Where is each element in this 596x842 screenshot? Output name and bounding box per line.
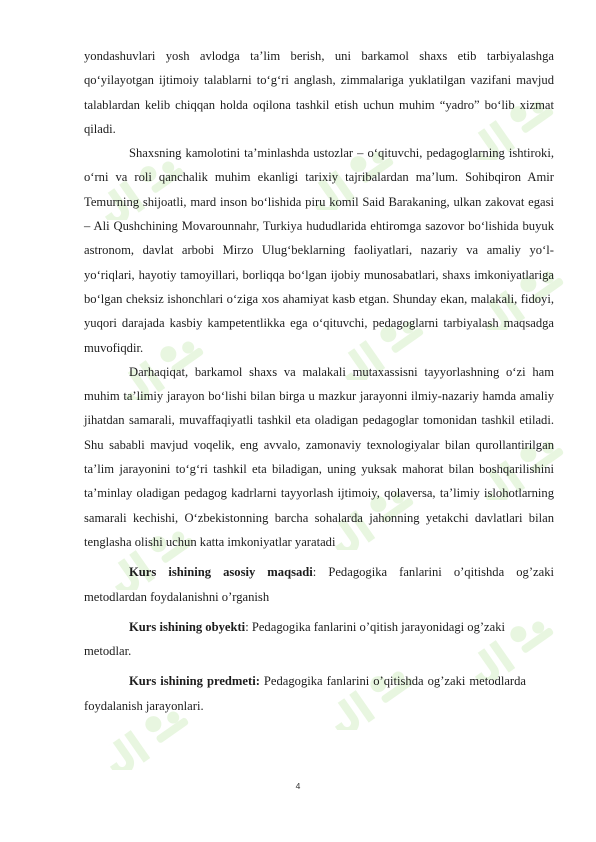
course-goal-sep: : bbox=[312, 565, 317, 580]
course-subject bbox=[84, 669, 554, 718]
course-subject-text: Pedagogika fanlarini o’qitishda og’zaki metodlarda foydalanish jarayonlari. bbox=[84, 674, 526, 713]
course-object-text: Pedagogika fanlarini o’qitish jarayonidagi og’zaki metodlar. bbox=[84, 619, 506, 659]
paragraph-3: Darhaqiqat, barkamol shaxs va malakali mutaxassisni tayyorlashning o‘zi ham muhim ta’limiy jarayon bo‘lishi bilan birga u mazkur jarayonni ilmiy-nazariy hamda amaliy jihatdan samarali, muvaffaqiyatli tashkil eta oladigan pedagoglar tomonidan tashkil etiladi. Shu sababli mavjud voqelik, eng avvalo, zamonaviy texnologiyalar bilan qurollantirilgan ta’lim jarayonini to‘g‘ri tashkil eta biladigan, uning yuksak mahorat bilan boshqarilishini ta’minlay oladigan pedagog kadrlarni tayyorlash ijtimoiy, qolaversa, ta’limiy islohotlarning samarali kechishi, O‘zbekistonning barcha sohalarda jahonning yetakchi davlatlari bilan tenglasha olishi uchun katta imkoniyatlar yaratadi bbox=[84, 364, 554, 549]
course-object-sep: : bbox=[245, 619, 249, 634]
page-body bbox=[84, 44, 554, 718]
course-goal-label: Kurs ishining asosiy maqsadi bbox=[129, 565, 313, 580]
course-goal-text: Pedagogika fanlarini o’qitishda og’zaki metodlardan foydalanishni o’rganish bbox=[84, 565, 554, 604]
course-object bbox=[84, 615, 554, 664]
paragraph-1: yondashuvlari yosh avlodga ta’lim berish, uni barkamol shaxs etib tarbiyalashga qo‘yilayotgan ijtimoiy talablarni to‘g‘ri anglash, zimmalariga yuklatilgan vazifani mavjud talablardan kelib chiqqan holda oqilona tashkil etish uchun muhim “yadro” bo‘lib xizmat qiladi. bbox=[84, 49, 554, 136]
course-goal bbox=[84, 560, 554, 609]
course-object-label: Kurs ishining obyekti bbox=[129, 619, 246, 634]
paragraph-2: Shaxsning kamolotini ta’minlashda ustozlar – o‘qituvchi, pedagoglarning ishtiroki, o‘rni va roli qanchalik muhim ekanligi tarixiy tajribalardan ma’lum. Sohibqiron Amir Temurning shijoatli, mard inson bo‘lishida piru komil Said Barakaning, ulkan zakovat egasi – Ali Qushchining Movarounnahr, Turkiya hududlarida ehtiromga sazovor bo‘lishida buyuk astronom, davlat arbobi Mirzo Ulug‘beklarning faoliyatlari, nazariy va amaliy yo‘l-yo‘riqlari, hayotiy tamoyillari, borliqqa bo‘lgan ijobiy munosabatlari, shaxs imkoniyatlariga bo‘lgan cheksiz ishonchlari o‘ziga xos ahamiyat kasb etgan. Shunday ekan, malakali, fidoyi, yuqori darajada kasbiy kampetentlikka ega o‘qituvchi, pedagoglarni tarbiyalash maqsadga muvofiqdir. bbox=[84, 146, 554, 355]
course-subject-label: Kurs ishining predmeti: bbox=[129, 674, 260, 689]
page-number: 4 bbox=[295, 781, 301, 791]
